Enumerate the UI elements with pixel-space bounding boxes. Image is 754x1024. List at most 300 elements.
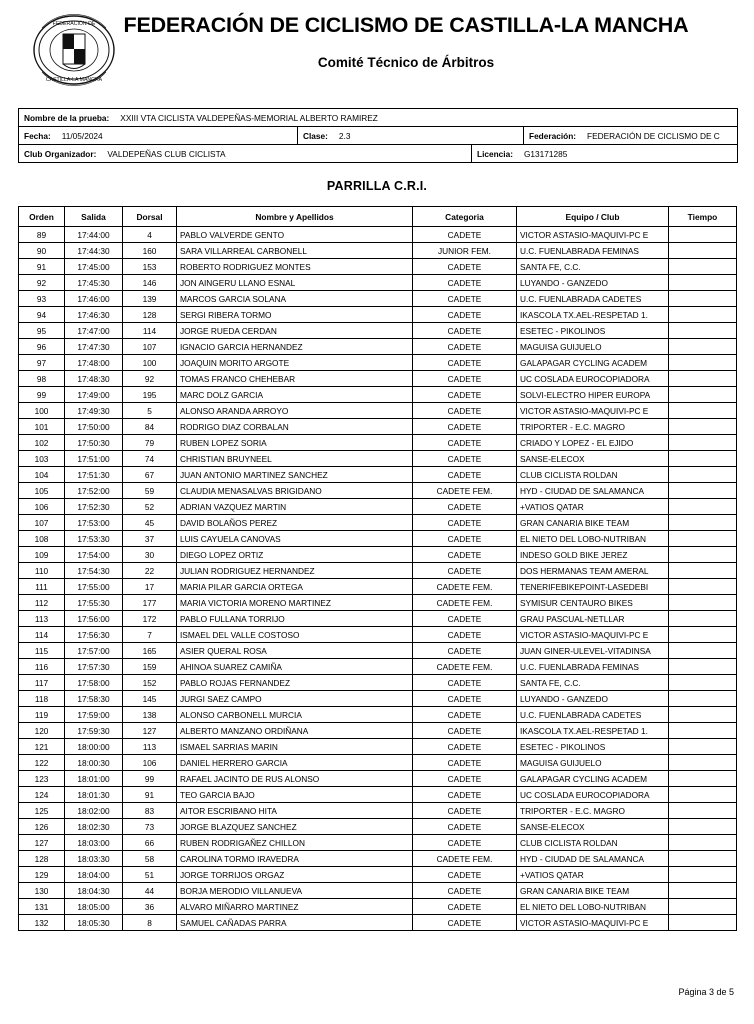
cell-orden: 104	[19, 467, 65, 483]
cell-orden: 130	[19, 883, 65, 899]
table-row	[19, 595, 737, 611]
cell-categoria: CADETE	[413, 307, 517, 323]
table-row	[19, 243, 737, 259]
cell-salida: 17:49:30	[65, 403, 123, 419]
cell-equipo: HYD - CIUDAD DE SALAMANCA	[517, 851, 669, 867]
page-footer: Página 3 de 5	[678, 987, 734, 997]
cell-salida: 17:53:00	[65, 515, 123, 531]
cell-equipo: CLUB CICLISTA ROLDAN	[517, 835, 669, 851]
cell-orden: 102	[19, 435, 65, 451]
cell-nombre: DAVID BOLAÑOS PEREZ	[177, 515, 413, 531]
cell-salida: 17:55:00	[65, 579, 123, 595]
cell-tiempo	[669, 819, 737, 835]
cell-nombre: JORGE TORRIJOS ORGAZ	[177, 867, 413, 883]
cell-orden: 113	[19, 611, 65, 627]
cell-nombre: JORGE BLAZQUEZ SANCHEZ	[177, 819, 413, 835]
cell-nombre: JURGI SAEZ CAMPO	[177, 691, 413, 707]
cell-tiempo	[669, 659, 737, 675]
cell-salida: 18:00:30	[65, 755, 123, 771]
cell-dorsal: 114	[123, 323, 177, 339]
cell-equipo: IKASCOLA TX.AEL-RESPETAD 1.	[517, 307, 669, 323]
cell-dorsal: 73	[123, 819, 177, 835]
cell-nombre: ISMAEL SARRIAS MARIN	[177, 739, 413, 755]
licencia-cell	[471, 145, 737, 162]
prueba-cell	[19, 109, 737, 126]
cell-dorsal: 22	[123, 563, 177, 579]
cell-categoria: CADETE FEM.	[413, 659, 517, 675]
cell-salida: 17:46:30	[65, 307, 123, 323]
table-row	[19, 275, 737, 291]
table-row	[19, 515, 737, 531]
club-label: Club Organizador:	[24, 148, 97, 159]
licencia-value: G13171285	[523, 148, 568, 159]
cell-salida: 18:05:00	[65, 899, 123, 915]
cell-categoria: CADETE	[413, 563, 517, 579]
table-row	[19, 371, 737, 387]
cell-equipo: EL NIETO DEL LOBO-NUTRIBAN	[517, 531, 669, 547]
cell-categoria: CADETE	[413, 787, 517, 803]
cell-nombre: CAROLINA TORMO IRAVEDRA	[177, 851, 413, 867]
cell-equipo: SOLVI-ELECTRO HIPER EUROPA	[517, 387, 669, 403]
cell-equipo: SANSE-ELECOX	[517, 819, 669, 835]
cell-nombre: ALONSO CARBONELL MURCIA	[177, 707, 413, 723]
cell-orden: 115	[19, 643, 65, 659]
cell-categoria: CADETE	[413, 691, 517, 707]
cell-categoria: CADETE	[413, 611, 517, 627]
cell-salida: 18:05:30	[65, 915, 123, 931]
cell-nombre: RUBEN LOPEZ SORIA	[177, 435, 413, 451]
table-row	[19, 787, 737, 803]
table-row	[19, 867, 737, 883]
cell-tiempo	[669, 467, 737, 483]
cell-orden: 89	[19, 227, 65, 243]
cell-categoria: CADETE FEM.	[413, 851, 517, 867]
cell-categoria: CADETE	[413, 771, 517, 787]
header-titles	[76, 14, 736, 70]
cell-categoria: CADETE FEM.	[413, 579, 517, 595]
cell-categoria: CADETE	[413, 291, 517, 307]
cell-equipo: GRAN CANARIA BIKE TEAM	[517, 515, 669, 531]
cell-salida: 18:00:00	[65, 739, 123, 755]
cell-categoria: CADETE	[413, 227, 517, 243]
cell-orden: 110	[19, 563, 65, 579]
cell-dorsal: 30	[123, 547, 177, 563]
cell-dorsal: 128	[123, 307, 177, 323]
cell-dorsal: 51	[123, 867, 177, 883]
event-info-box	[18, 108, 738, 163]
cell-dorsal: 44	[123, 883, 177, 899]
cell-equipo: +VATIOS QATAR	[517, 499, 669, 515]
cell-equipo: ESETEC - PIKOLINOS	[517, 323, 669, 339]
cell-nombre: MARIA VICTORIA MORENO MARTINEZ	[177, 595, 413, 611]
table-row	[19, 627, 737, 643]
cell-salida: 17:45:30	[65, 275, 123, 291]
cell-salida: 17:57:30	[65, 659, 123, 675]
cell-dorsal: 145	[123, 691, 177, 707]
cell-categoria: CADETE	[413, 835, 517, 851]
table-row	[19, 467, 737, 483]
table-header-row	[19, 207, 737, 227]
cell-categoria: CADETE	[413, 643, 517, 659]
cell-categoria: CADETE	[413, 387, 517, 403]
cell-equipo: EL NIETO DEL LOBO-NUTRIBAN	[517, 899, 669, 915]
clase-label: Clase:	[303, 130, 328, 141]
table-row	[19, 227, 737, 243]
cell-salida: 17:58:30	[65, 691, 123, 707]
col-header-equipo: Equipo / Club	[517, 207, 669, 227]
cell-nombre: TEO GARCIA BAJO	[177, 787, 413, 803]
cell-dorsal: 165	[123, 643, 177, 659]
cell-orden: 123	[19, 771, 65, 787]
table-row	[19, 355, 737, 371]
info-row-fecha	[19, 127, 737, 145]
cell-salida: 17:44:00	[65, 227, 123, 243]
cell-salida: 17:56:30	[65, 627, 123, 643]
cell-orden: 99	[19, 387, 65, 403]
cell-salida: 18:04:00	[65, 867, 123, 883]
cell-equipo: INDESO GOLD BIKE JEREZ	[517, 547, 669, 563]
cell-tiempo	[669, 387, 737, 403]
cell-equipo: VICTOR ASTASIO-MAQUIVI-PC E	[517, 915, 669, 931]
cell-tiempo	[669, 915, 737, 931]
cell-equipo: GRAN CANARIA BIKE TEAM	[517, 883, 669, 899]
cell-orden: 116	[19, 659, 65, 675]
table-row	[19, 819, 737, 835]
clase-value: 2.3	[338, 130, 351, 141]
table-row	[19, 579, 737, 595]
cell-categoria: CADETE	[413, 755, 517, 771]
cell-dorsal: 5	[123, 403, 177, 419]
cell-equipo: LUYANDO - GANZEDO	[517, 691, 669, 707]
cell-categoria: CADETE	[413, 435, 517, 451]
cell-orden: 131	[19, 899, 65, 915]
cell-nombre: CLAUDIA MENASALVAS BRIGIDANO	[177, 483, 413, 499]
cell-nombre: ALBERTO MANZANO ORDIÑANA	[177, 723, 413, 739]
cell-orden: 114	[19, 627, 65, 643]
document-header	[18, 14, 736, 86]
cell-orden: 120	[19, 723, 65, 739]
cell-tiempo	[669, 563, 737, 579]
cell-categoria: CADETE	[413, 915, 517, 931]
cell-orden: 105	[19, 483, 65, 499]
cell-tiempo	[669, 403, 737, 419]
cell-equipo: TRIPORTER - E.C. MAGRO	[517, 419, 669, 435]
cell-categoria: CADETE	[413, 547, 517, 563]
cell-equipo: VICTOR ASTASIO-MAQUIVI-PC E	[517, 403, 669, 419]
cell-tiempo	[669, 243, 737, 259]
cell-equipo: SYMISUR CENTAURO BIKES	[517, 595, 669, 611]
cell-nombre: RODRIGO DIAZ CORBALAN	[177, 419, 413, 435]
cell-categoria: CADETE	[413, 419, 517, 435]
federacion-cell	[523, 127, 737, 144]
fecha-label: Fecha:	[24, 130, 51, 141]
cell-equipo: VICTOR ASTASIO-MAQUIVI-PC E	[517, 627, 669, 643]
cell-nombre: BORJA MERODIO VILLANUEVA	[177, 883, 413, 899]
cell-equipo: GRAU PASCUAL-NETLLAR	[517, 611, 669, 627]
table-row	[19, 531, 737, 547]
cell-orden: 100	[19, 403, 65, 419]
cell-equipo: VICTOR ASTASIO-MAQUIVI-PC E	[517, 227, 669, 243]
cell-nombre: ROBERTO RODRIGUEZ MONTES	[177, 259, 413, 275]
cell-categoria: CADETE	[413, 739, 517, 755]
cell-orden: 129	[19, 867, 65, 883]
cell-tiempo	[669, 339, 737, 355]
cell-dorsal: 7	[123, 627, 177, 643]
cell-dorsal: 59	[123, 483, 177, 499]
cell-salida: 17:51:30	[65, 467, 123, 483]
table-row	[19, 643, 737, 659]
table-row	[19, 883, 737, 899]
cell-tiempo	[669, 579, 737, 595]
cell-nombre: MARCOS GARCIA SOLANA	[177, 291, 413, 307]
cell-dorsal: 45	[123, 515, 177, 531]
table-row	[19, 755, 737, 771]
cell-salida: 17:48:00	[65, 355, 123, 371]
cell-nombre: PABLO ROJAS FERNANDEZ	[177, 675, 413, 691]
cell-orden: 91	[19, 259, 65, 275]
cell-orden: 132	[19, 915, 65, 931]
cell-dorsal: 146	[123, 275, 177, 291]
cell-salida: 17:57:00	[65, 643, 123, 659]
cell-categoria: CADETE	[413, 515, 517, 531]
table-row	[19, 851, 737, 867]
cell-equipo: CLUB CICLISTA ROLDAN	[517, 467, 669, 483]
table-row	[19, 739, 737, 755]
table-row	[19, 771, 737, 787]
cell-orden: 125	[19, 803, 65, 819]
cell-nombre: LUIS CAYUELA CANOVAS	[177, 531, 413, 547]
cell-nombre: ALVARO MIÑARRO MARTINEZ	[177, 899, 413, 915]
cell-categoria: CADETE	[413, 371, 517, 387]
cell-tiempo	[669, 259, 737, 275]
cell-nombre: IGNACIO GARCIA HERNANDEZ	[177, 339, 413, 355]
federacion-label: Federación:	[529, 130, 577, 141]
startlist-table	[18, 206, 737, 931]
cell-equipo: U.C. FUENLABRADA CADETES	[517, 707, 669, 723]
cell-equipo: IKASCOLA TX.AEL-RESPETAD 1.	[517, 723, 669, 739]
cell-tiempo	[669, 515, 737, 531]
cell-categoria: CADETE	[413, 499, 517, 515]
cell-equipo: MAGUISA GUIJUELO	[517, 755, 669, 771]
cell-categoria: CADETE	[413, 451, 517, 467]
cell-dorsal: 172	[123, 611, 177, 627]
cell-categoria: CADETE	[413, 803, 517, 819]
col-header-dorsal: Dorsal	[123, 207, 177, 227]
cell-orden: 109	[19, 547, 65, 563]
cell-salida: 18:03:00	[65, 835, 123, 851]
cell-equipo: GALAPAGAR CYCLING ACADEM	[517, 771, 669, 787]
cell-salida: 17:51:00	[65, 451, 123, 467]
cell-categoria: CADETE	[413, 723, 517, 739]
table-row	[19, 611, 737, 627]
page-title: FEDERACIÓN DE CICLISMO DE CASTILLA-LA MANCHA	[123, 13, 689, 37]
cell-tiempo	[669, 787, 737, 803]
cell-equipo: +VATIOS QATAR	[517, 867, 669, 883]
cell-categoria: CADETE	[413, 819, 517, 835]
cell-salida: 17:54:30	[65, 563, 123, 579]
cell-orden: 101	[19, 419, 65, 435]
cell-tiempo	[669, 451, 737, 467]
cell-equipo: GALAPAGAR CYCLING ACADEM	[517, 355, 669, 371]
svg-text:FEDERACIÓN DE: FEDERACIÓN DE	[52, 21, 96, 27]
cell-dorsal: 177	[123, 595, 177, 611]
cell-dorsal: 195	[123, 387, 177, 403]
table-row	[19, 547, 737, 563]
cell-tiempo	[669, 547, 737, 563]
table-row	[19, 451, 737, 467]
cell-tiempo	[669, 611, 737, 627]
cell-tiempo	[669, 595, 737, 611]
cell-tiempo	[669, 675, 737, 691]
cell-dorsal: 107	[123, 339, 177, 355]
cell-nombre: SARA VILLARREAL CARBONELL	[177, 243, 413, 259]
cell-salida: 17:55:30	[65, 595, 123, 611]
table-row	[19, 323, 737, 339]
table-row	[19, 435, 737, 451]
cell-nombre: ISMAEL DEL VALLE COSTOSO	[177, 627, 413, 643]
cell-equipo: DOS HERMANAS TEAM AMERAL	[517, 563, 669, 579]
col-header-tiempo: Tiempo	[669, 207, 737, 227]
cell-dorsal: 153	[123, 259, 177, 275]
cell-orden: 119	[19, 707, 65, 723]
cell-tiempo	[669, 851, 737, 867]
cell-nombre: SERGI RIBERA TORMO	[177, 307, 413, 323]
cell-dorsal: 139	[123, 291, 177, 307]
cell-tiempo	[669, 867, 737, 883]
cell-orden: 103	[19, 451, 65, 467]
table-row	[19, 419, 737, 435]
cell-tiempo	[669, 307, 737, 323]
cell-salida: 17:48:30	[65, 371, 123, 387]
cell-orden: 96	[19, 339, 65, 355]
cell-nombre: JOAQUIN MORITO ARGOTE	[177, 355, 413, 371]
cell-orden: 106	[19, 499, 65, 515]
cell-equipo: SANTA FE, C.C.	[517, 259, 669, 275]
cell-salida: 17:53:30	[65, 531, 123, 547]
cell-dorsal: 8	[123, 915, 177, 931]
cell-salida: 17:44:30	[65, 243, 123, 259]
table-row	[19, 483, 737, 499]
table-row	[19, 339, 737, 355]
cell-categoria: CADETE	[413, 403, 517, 419]
cell-orden: 111	[19, 579, 65, 595]
cell-categoria: CADETE	[413, 355, 517, 371]
cell-dorsal: 58	[123, 851, 177, 867]
cell-tiempo	[669, 531, 737, 547]
cell-tiempo	[669, 755, 737, 771]
cell-tiempo	[669, 435, 737, 451]
cell-orden: 97	[19, 355, 65, 371]
cell-nombre: RAFAEL JACINTO DE RUS ALONSO	[177, 771, 413, 787]
table-row	[19, 499, 737, 515]
cell-categoria: JUNIOR FEM.	[413, 243, 517, 259]
cell-equipo: HYD - CIUDAD DE SALAMANCA	[517, 483, 669, 499]
cell-dorsal: 160	[123, 243, 177, 259]
cell-tiempo	[669, 835, 737, 851]
cell-dorsal: 83	[123, 803, 177, 819]
cell-categoria: CADETE	[413, 867, 517, 883]
cell-nombre: AITOR ESCRIBANO HITA	[177, 803, 413, 819]
cell-salida: 17:49:00	[65, 387, 123, 403]
svg-text:CASTILLA-LA MANCHA: CASTILLA-LA MANCHA	[45, 77, 103, 83]
cell-categoria: CADETE FEM.	[413, 595, 517, 611]
cell-dorsal: 84	[123, 419, 177, 435]
licencia-label: Licencia:	[477, 148, 513, 159]
cell-tiempo	[669, 739, 737, 755]
cell-orden: 122	[19, 755, 65, 771]
table-row	[19, 835, 737, 851]
cell-orden: 95	[19, 323, 65, 339]
cell-tiempo	[669, 771, 737, 787]
cell-equipo: U.C. FUENLABRADA FEMINAS	[517, 243, 669, 259]
cell-orden: 127	[19, 835, 65, 851]
table-row	[19, 915, 737, 931]
cell-tiempo	[669, 483, 737, 499]
cell-categoria: CADETE	[413, 323, 517, 339]
cell-nombre: DIEGO LOPEZ ORTIZ	[177, 547, 413, 563]
cell-tiempo	[669, 883, 737, 899]
cell-categoria: CADETE	[413, 707, 517, 723]
cell-categoria: CADETE	[413, 275, 517, 291]
cell-tiempo	[669, 707, 737, 723]
cell-tiempo	[669, 691, 737, 707]
club-value: VALDEPEÑAS CLUB CICLISTA	[107, 148, 226, 159]
cell-salida: 17:58:00	[65, 675, 123, 691]
cell-orden: 107	[19, 515, 65, 531]
cell-orden: 93	[19, 291, 65, 307]
cell-equipo: LUYANDO - GANZEDO	[517, 275, 669, 291]
cell-orden: 98	[19, 371, 65, 387]
cell-nombre: ADRIAN VAZQUEZ MARTIN	[177, 499, 413, 515]
cell-salida: 17:59:30	[65, 723, 123, 739]
cell-equipo: TENERIFEBIKEPOINT-LASEDEBI	[517, 579, 669, 595]
cell-equipo: U.C. FUENLABRADA FEMINAS	[517, 659, 669, 675]
cell-nombre: CHRISTIAN BRUYNEEL	[177, 451, 413, 467]
col-header-categoria: Categoria	[413, 207, 517, 227]
cell-salida: 18:02:00	[65, 803, 123, 819]
cell-dorsal: 79	[123, 435, 177, 451]
cell-tiempo	[669, 291, 737, 307]
cell-nombre: AHINOA SUAREZ CAMIÑA	[177, 659, 413, 675]
cell-dorsal: 113	[123, 739, 177, 755]
cell-nombre: RUBEN RODRIGAÑEZ CHILLON	[177, 835, 413, 851]
cell-salida: 17:59:00	[65, 707, 123, 723]
cell-tiempo	[669, 227, 737, 243]
cell-tiempo	[669, 627, 737, 643]
cell-equipo: MAGUISA GUIJUELO	[517, 339, 669, 355]
cell-tiempo	[669, 803, 737, 819]
cell-orden: 118	[19, 691, 65, 707]
cell-tiempo	[669, 371, 737, 387]
table-row	[19, 659, 737, 675]
cell-orden: 126	[19, 819, 65, 835]
cell-nombre: MARIA PILAR GARCIA ORTEGA	[177, 579, 413, 595]
table-row	[19, 387, 737, 403]
cell-salida: 17:56:00	[65, 611, 123, 627]
cell-orden: 128	[19, 851, 65, 867]
cell-categoria: CADETE	[413, 467, 517, 483]
cell-nombre: JUAN ANTONIO MARTINEZ SANCHEZ	[177, 467, 413, 483]
cell-equipo: SANTA FE, C.C.	[517, 675, 669, 691]
table-body	[19, 227, 737, 931]
cell-nombre: SAMUEL CAÑADAS PARRA	[177, 915, 413, 931]
table-row	[19, 899, 737, 915]
table-row	[19, 307, 737, 323]
cell-equipo: TRIPORTER - E.C. MAGRO	[517, 803, 669, 819]
cell-equipo: SANSE-ELECOX	[517, 451, 669, 467]
col-header-orden: Orden	[19, 207, 65, 227]
cell-dorsal: 138	[123, 707, 177, 723]
